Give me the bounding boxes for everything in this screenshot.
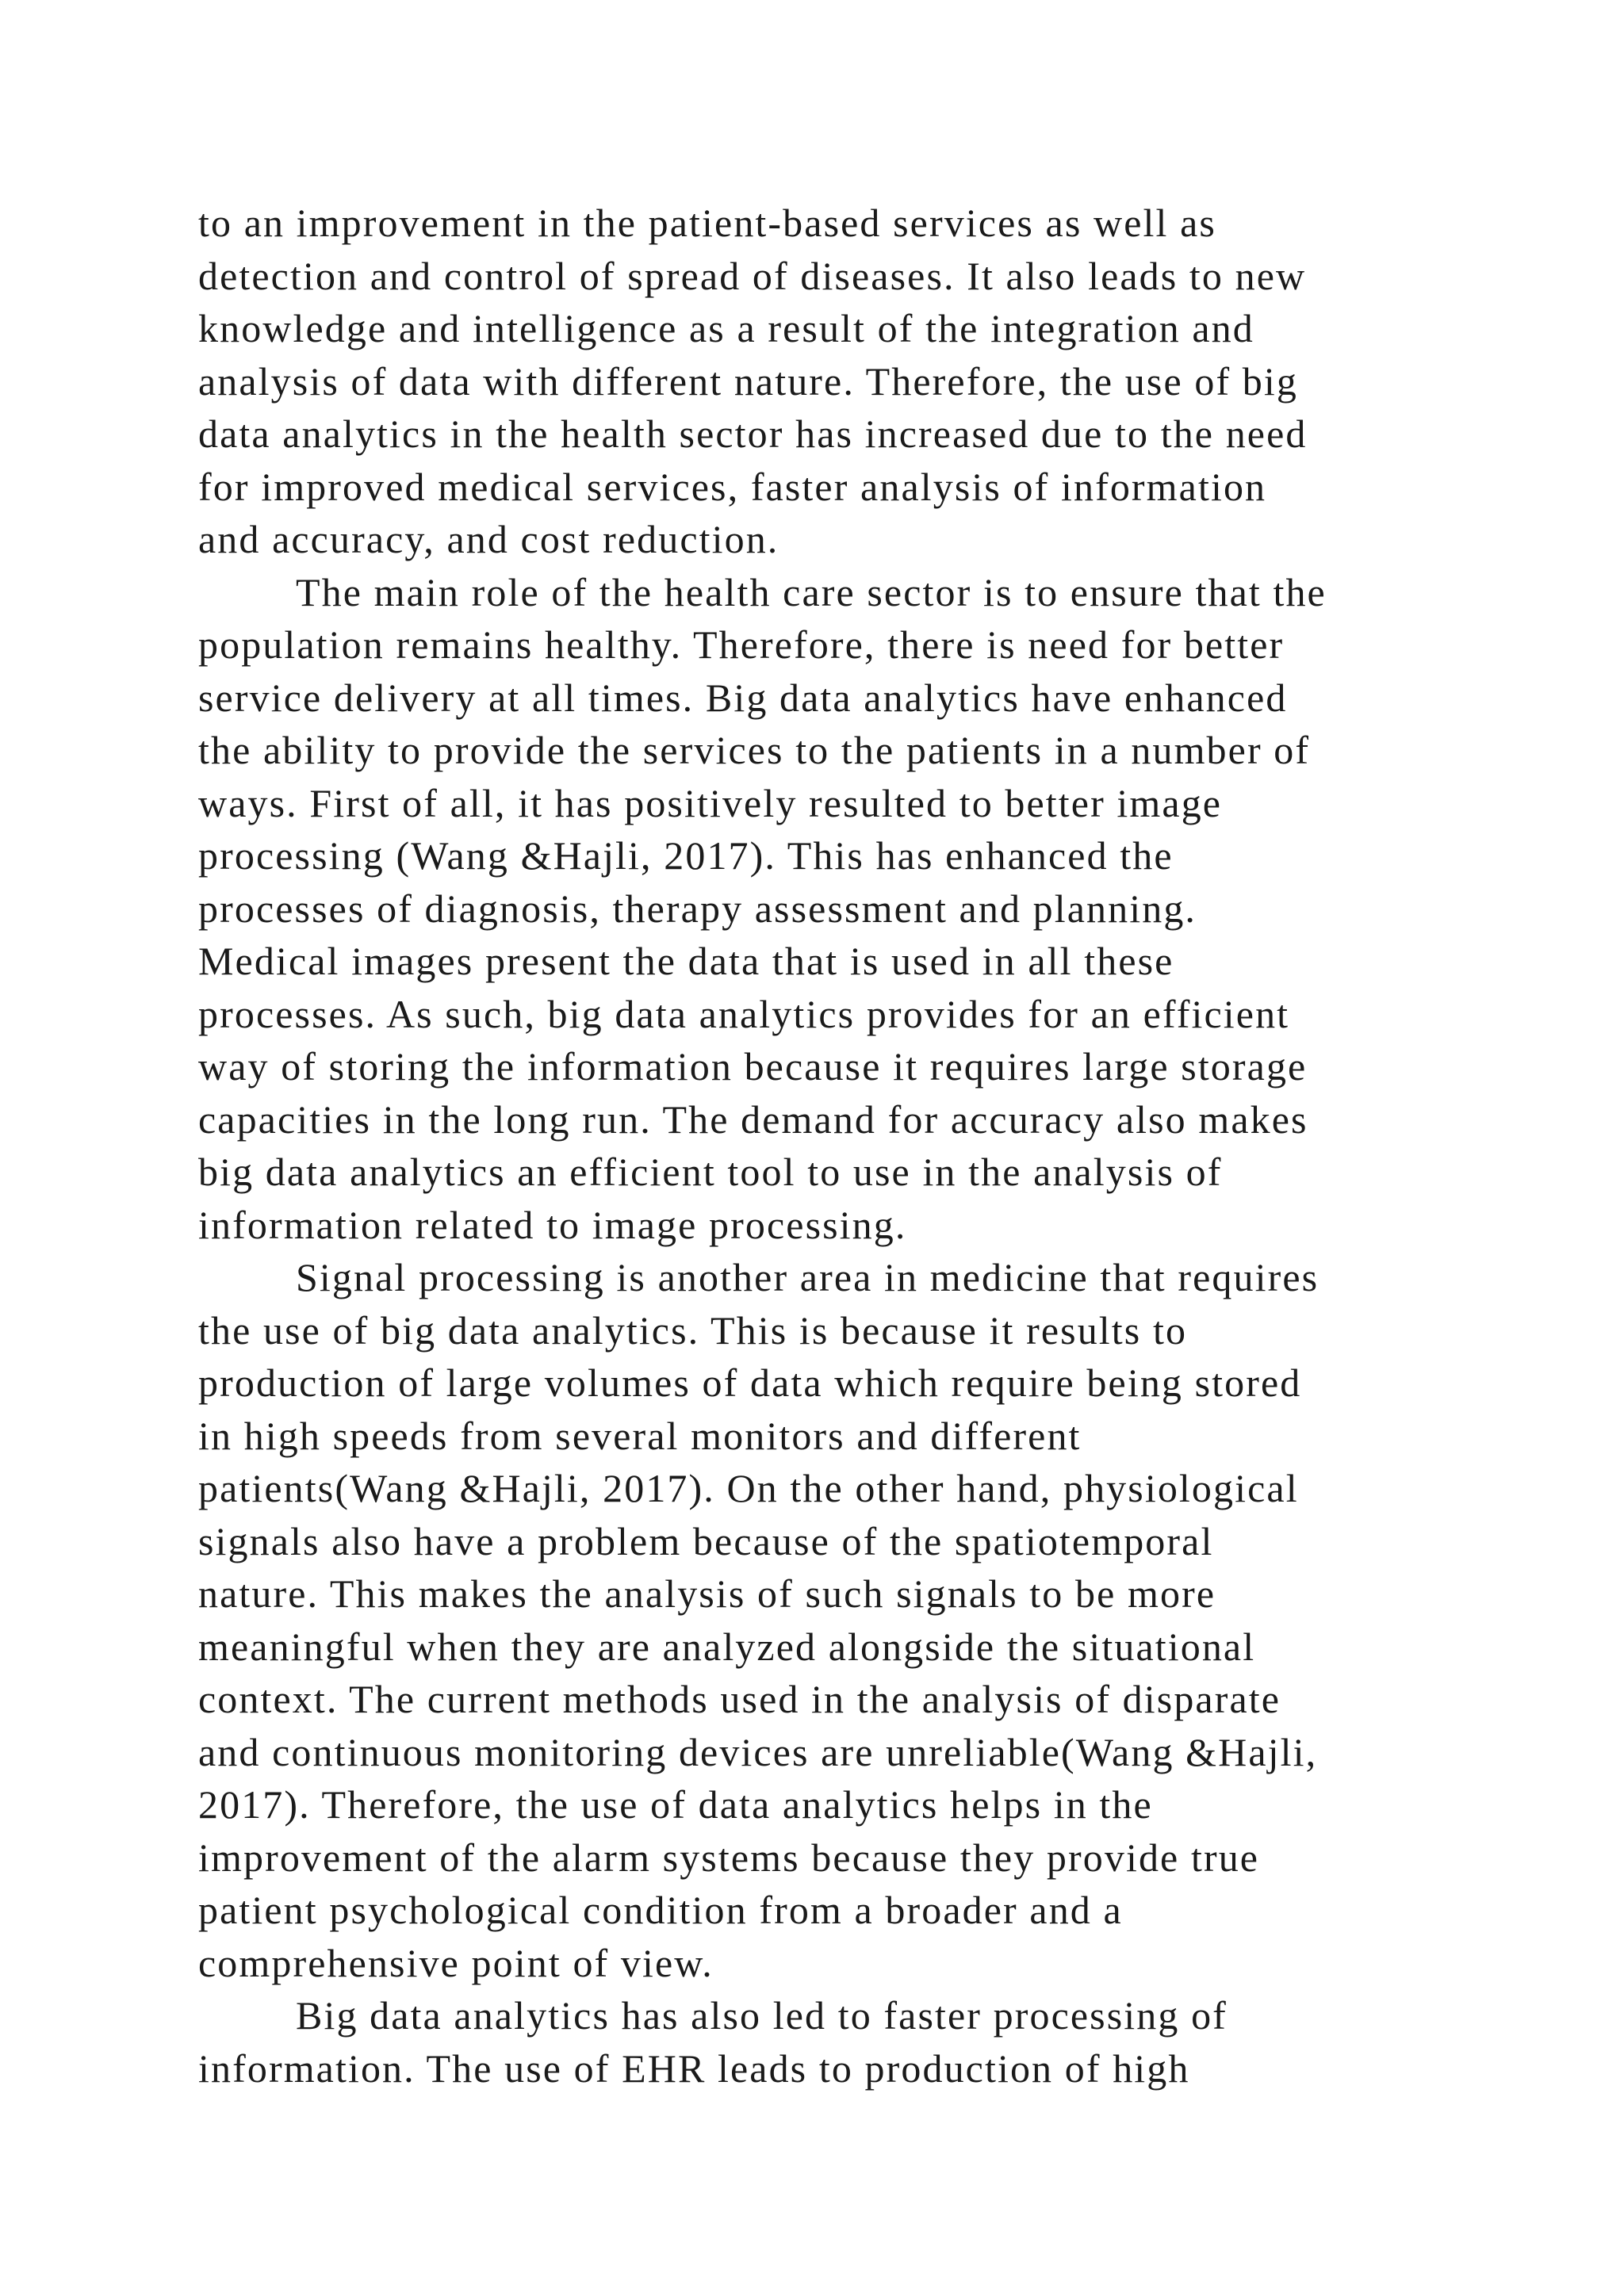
text-line: context. The current methods used in the analysis of disparate — [198, 1677, 1281, 1721]
text-line: nature. This makes the analysis of such signals to be more — [198, 1571, 1216, 1616]
text-line: population remains healthy. Therefore, there is need for better — [198, 622, 1285, 667]
text-line: Medical images present the data that is used in all these — [198, 939, 1174, 983]
text-line: information. The use of EHR leads to production of high — [198, 2045, 1190, 2091]
text-line: patient psychological condition from a broader and a — [198, 1888, 1123, 1932]
text-line: analysis of data with different nature. Therefore, the use of big — [198, 358, 1298, 404]
text-line: production of large volumes of data which require being stored — [198, 1360, 1302, 1405]
text-line: improvement of the alarm systems because they provide true — [198, 1835, 1260, 1880]
text-line: processes. As such, big data analytics provides for an efficient — [198, 991, 1290, 1036]
paragraph-first-line: Signal processing is another area in medicine that requires — [296, 1255, 1320, 1299]
body-text — [198, 197, 1546, 2095]
text-line: the ability to provide the services to the patients in a number of — [198, 728, 1311, 772]
text-line: big data analytics an efficient tool to use in the analysis of — [198, 1150, 1223, 1194]
text-line: processing (Wang &Hajli, 2017). This has enhanced the — [198, 833, 1174, 878]
text-line: data analytics in the health sector has increased due to the need — [198, 411, 1308, 456]
text-line: and accuracy, and cost reduction. — [198, 517, 779, 561]
text-line: service delivery at all times. Big data analytics have enhanced — [198, 675, 1288, 720]
text-line: for improved medical services, faster analysis of information — [198, 464, 1267, 509]
text-line: knowledge and intelligence as a result of the integration and — [198, 306, 1254, 350]
paragraph-first-line: Big data analytics has also led to faster processing of — [296, 1993, 1228, 2038]
text-line: information related to image processing. — [198, 1202, 907, 1247]
text-line: the use of big data analytics. This is because it results to — [198, 1307, 1188, 1353]
text-line: detection and control of spread of diseases. It also leads to new — [198, 253, 1307, 298]
paragraph-first-line: The main role of the health care sector is to ensure that the — [296, 569, 1327, 614]
text-line: to an improvement in the patient-based services as well as — [198, 201, 1216, 245]
text-line: ways. First of all, it has positively resulted to better image — [198, 780, 1223, 825]
text-line: signals also have a problem because of the spatiotemporal — [198, 1518, 1214, 1563]
text-line: processes of diagnosis, therapy assessment and planning. — [198, 886, 1197, 931]
text-line: way of storing the information because it requires large storage — [198, 1044, 1308, 1089]
text-line: capacities in the long run. The demand for accuracy also makes — [198, 1096, 1308, 1142]
text-line: meaningful when they are analyzed alongside the situational — [198, 1624, 1256, 1669]
text-line: 2017). Therefore, the use of data analytics helps in the — [198, 1782, 1153, 1827]
text-line: patients(Wang &Hajli, 2017). On the other hand, physiological — [198, 1466, 1299, 1510]
text-line: in high speeds from several monitors and different — [198, 1413, 1082, 1458]
text-line: comprehensive point of view. — [198, 1940, 714, 1985]
text-line: and continuous monitoring devices are unreliable(Wang &Hajli, — [198, 1729, 1318, 1774]
